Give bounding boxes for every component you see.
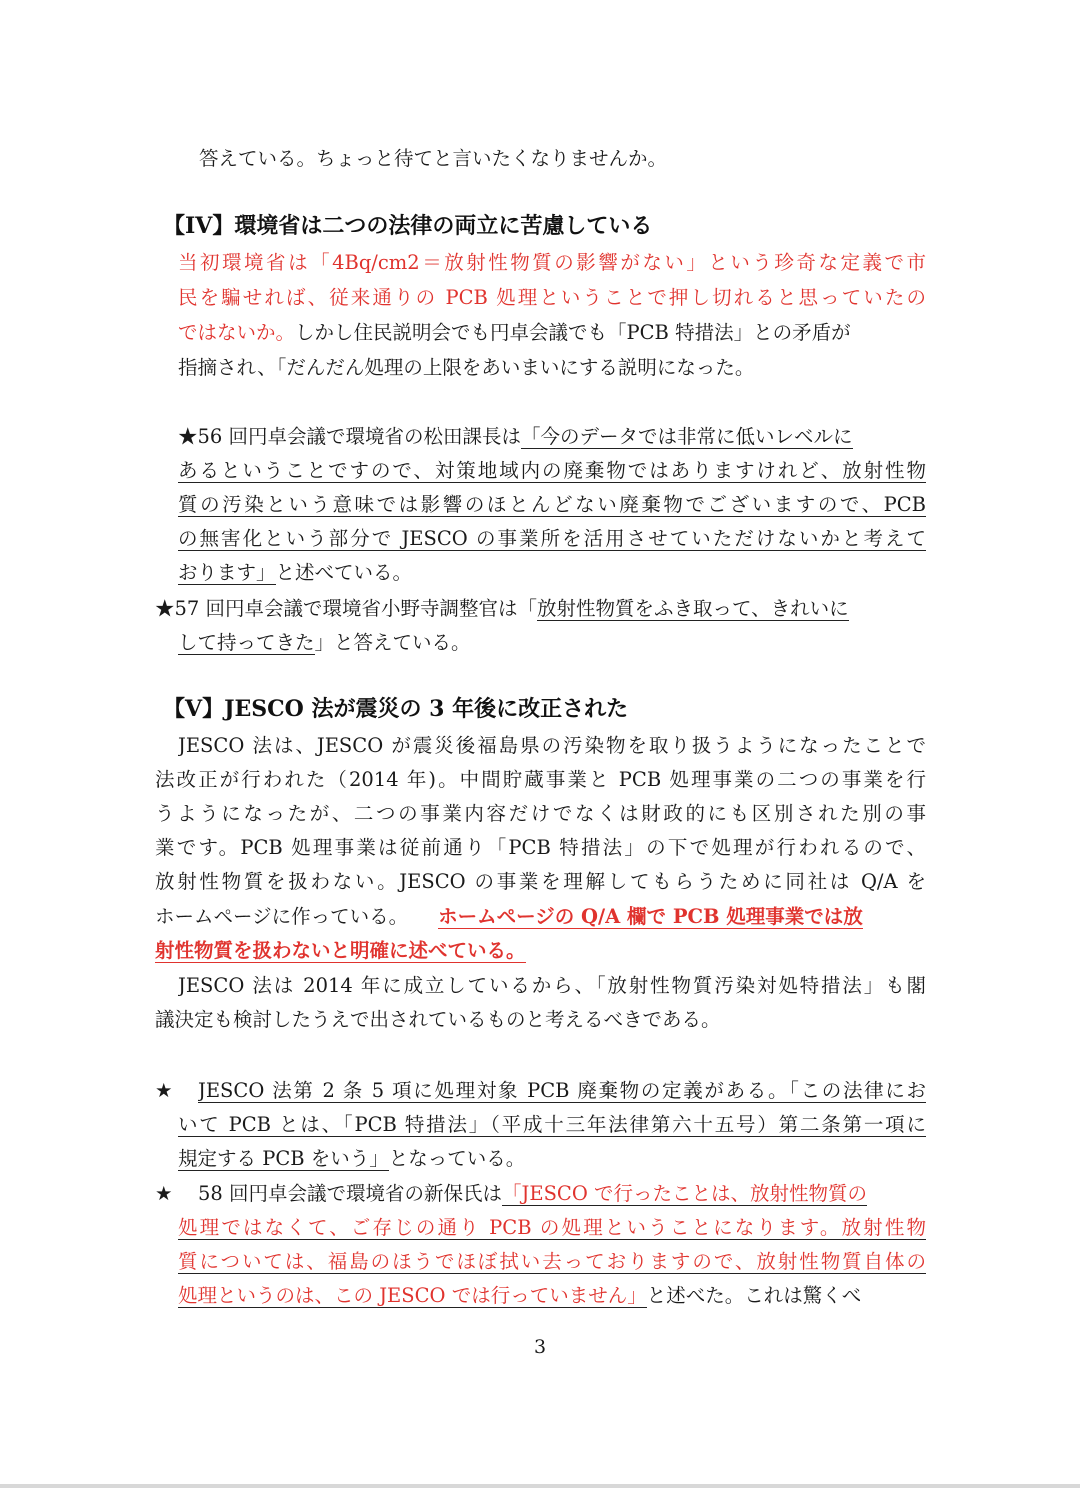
s5-s2-quote-2: 処理ではなくて、ご存じの通り PCB の処理ということになります。放射性物 <box>178 1216 926 1239</box>
section-5-heading: 【V】JESCO 法が震災の 3 年後に改正された <box>163 696 629 722</box>
s4-q57-quote-1: 放射性物質をふき取って、きれいに <box>537 597 849 620</box>
page-number: 3 <box>533 1336 547 1358</box>
s4-q57-line-1 <box>155 592 849 626</box>
s5-p1-line-3: うようになったが、二つの事業内容だけでなくは財政的にも区別された別の事 <box>155 802 926 825</box>
s5-p1-line-7-red: 射性物質を扱わないと明確に述べている。 <box>155 939 526 962</box>
s4-p1-line-2: 民を騙せれば、従来通りの PCB 処理ということで押し切れると思っていたの <box>178 286 926 309</box>
s4-q56-tail: と述べている。 <box>275 561 413 584</box>
s4-q56-line-1 <box>178 420 926 454</box>
s5-s2-line-2 <box>178 1211 926 1245</box>
s5-s1-star: ★ <box>155 1079 173 1102</box>
s5-p1-line-7 <box>155 934 526 968</box>
s4-q56-quote-1: 「今のデータでは非常に低いレベルに <box>521 425 853 448</box>
s5-s2-line-1 <box>198 1177 926 1211</box>
s4-q56-line-5 <box>178 556 412 590</box>
s5-s1-quote-1: JESCO 法第 2 条 5 項に処理対象 PCB 廃棄物の定義がある。「この法律にお <box>198 1079 926 1102</box>
s5-s2-line-4 <box>178 1279 926 1313</box>
intro-line: 答えている。ちょっと待てと言いたくなりませんか。 <box>199 147 668 170</box>
s5-p1-line-5: 放射性物質を扱わない。JESCO の事業を理解してもらうために同社は Q/A を <box>155 870 926 893</box>
section-4-heading: 【IV】環境省は二つの法律の両立に苦慮している <box>163 213 653 239</box>
s4-q56-quote-2: あるということですので、対策地域内の廃棄物ではありますけれど、放射性物 <box>178 459 926 482</box>
s5-p1-line-6 <box>155 900 926 934</box>
s5-s2-prefix: 58 回円卓会議で環境省の新保氏は <box>198 1182 503 1205</box>
s4-q56-line-2 <box>178 454 926 488</box>
s5-s2-quote-3: 質については、福島のほうでほぼ拭い去っておりますので、放射性物質自体の <box>178 1250 926 1273</box>
s4-q57-quote-2: して持ってきた <box>178 631 315 654</box>
s4-p1-line-3 <box>178 316 926 350</box>
s5-s1-line-1 <box>198 1074 926 1108</box>
s4-q57-tail: 」と答えている。 <box>314 631 471 654</box>
s4-q56-star: ★56 回円卓会議で環境省の松田課長は <box>178 425 522 448</box>
s5-s2-star: ★ <box>155 1182 173 1205</box>
s5-p1-line-2: 法改正が行われた（2014 年)。中間貯蔵事業と PCB 処理事業の二つの事業を行 <box>155 768 926 791</box>
s5-s2-quote-1: 「JESCO で行ったことは、放射性物質の <box>502 1182 868 1205</box>
s4-p1-line-1: 当初環境省は「4Bq/cm2＝放射性物質の影響がない」という珍奇な定義で市 <box>178 251 926 274</box>
s5-s1-line-2 <box>178 1108 926 1142</box>
s5-s1-quote-2: いて PCB とは、「PCB 特措法」（平成十三年法律第六十五号）第二条第一項に <box>178 1113 926 1136</box>
s4-q57-star: ★57 回円卓会議で環境省小野寺調整官は「 <box>155 597 538 620</box>
s5-p1-line-1: JESCO 法は、JESCO が震災後福島県の汚染物を取り扱うようになったことで <box>178 734 926 757</box>
s4-q56-line-3 <box>178 488 926 522</box>
s5-s2-line-3 <box>178 1245 926 1279</box>
s5-s2-tail: と述べた。これは驚くべ <box>646 1284 862 1307</box>
s5-p2-line-2: 議決定も検討したうえで出されているものと考えるべきである。 <box>155 1008 721 1031</box>
s5-s2-quote-4: 処理というのは、この JESCO では行っていません」 <box>178 1284 647 1307</box>
s5-p1-line-6-black: ホームページに作っている。 <box>155 905 409 928</box>
s4-q56-quote-4: の無害化という部分で JESCO の事業所を活用させていただけないかと考えて <box>178 527 926 550</box>
s4-p1-line-3-black: しかし住民説明会でも円卓会議でも「PCB 特措法」との矛盾が <box>295 321 851 344</box>
s4-p1-line-4: 指摘され、「だんだん処理の上限をあいまいにする説明になった。 <box>178 356 755 379</box>
s5-s1-quote-3: 規定する PCB をいう」 <box>178 1147 389 1170</box>
s5-s1-tail: となっている。 <box>388 1147 526 1170</box>
page-bottom-edge <box>0 1484 1080 1488</box>
s5-p1-line-6-red: ホームページの Q/A 欄で PCB 処理事業では放 <box>438 905 863 928</box>
s4-q56-quote-3: 質の汚染という意味では影響のほとんどない廃棄物でございますので、PCB <box>178 493 926 516</box>
s4-p1-line-3-red: ではないか。 <box>178 321 296 344</box>
s4-q56-line-4 <box>178 522 926 556</box>
s5-p2-line-1: JESCO 法は 2014 年に成立しているから、「放射性物質汚染対処特措法」も閣 <box>178 974 926 997</box>
s5-p1-line-4: 業です。PCB 処理事業は従前通り「PCB 特措法」の下で処理が行われるので、 <box>155 836 926 859</box>
s4-q57-line-2 <box>178 626 471 660</box>
s4-q56-quote-5: おります」 <box>178 561 276 584</box>
s5-s1-line-3 <box>178 1142 525 1176</box>
